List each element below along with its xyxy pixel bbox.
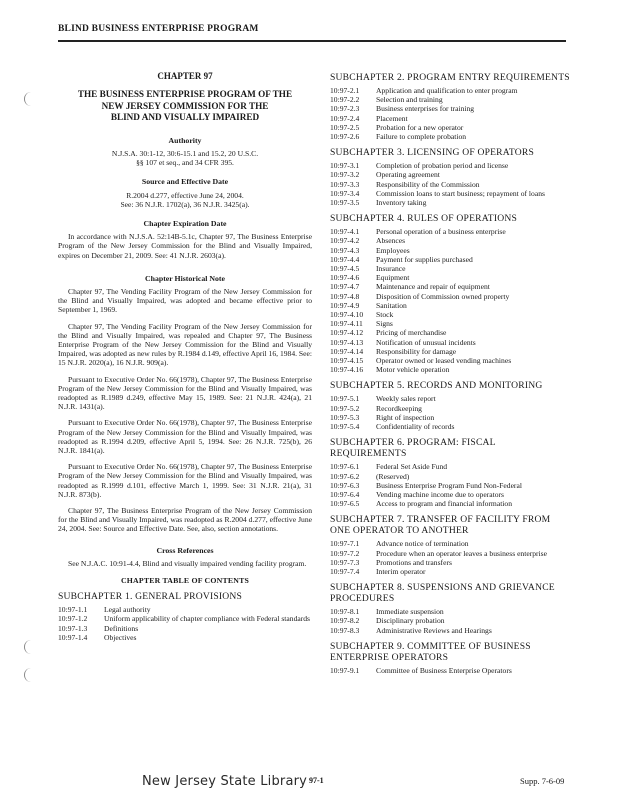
subchapter-title: SUBCHAPTER 4. RULES OF OPERATIONS [330,213,518,225]
toc-entry [330,356,570,365]
authority-text [58,149,312,167]
section-number: 10:97-5.1 [330,394,360,404]
section-number: 10:97-9.1 [330,665,360,675]
expiration-text: In accordance with N.J.S.A. 52:14B-5.1c, Chapter 97, The Business Enterprise Program of the New Jersey Commission for the Blind and Visually Impaired, expires on December 21, 2009. See: 41 N.J.R. 2603(a). [58,232,312,260]
toc-entry [330,328,570,337]
toc-entry [330,472,570,481]
toc-heading: CHAPTER TABLE OF CONTENTS [120,576,250,586]
section-title: Payment for supplies purchased [376,254,473,264]
section-number: 10:97-3.5 [330,198,360,208]
section-title: Operating agreement [376,170,440,180]
toc-entry [330,319,570,328]
source-heading: Source and Effective Date [141,177,229,187]
toc-entry [330,404,570,413]
section-number: 10:97-4.7 [330,282,360,292]
toc-entry [330,95,570,104]
section-number: 10:97-7.4 [330,566,360,576]
toc-entry [330,626,570,635]
chapter-title-line: NEW JERSEY COMMISSION FOR THE [101,100,269,111]
toc-entry [330,161,570,170]
chapter-title [58,89,312,124]
section-number: 10:97-2.3 [330,104,360,114]
cross-references-text: See N.J.A.C. 10:91-4.4, Blind and visually impaired vending facility program. [68,558,307,568]
source-text [58,191,312,209]
section-title: Personal operation of a business enterprise [376,227,506,237]
toc-entry [330,422,570,431]
toc-entry [330,246,570,255]
section-title: Administrative Reviews and Hearings [376,625,492,635]
section-number: 10:97-8.3 [330,625,360,635]
toc-entry [330,365,570,374]
library-watermark: New Jersey State Library [142,774,308,789]
section-title: Definitions [104,623,139,633]
section-title: Procedure when an operator leaves a business enterprise [376,548,548,558]
history-paragraph: Chapter 97, The Vending Facility Program of the New Jersey Commission for the Blind and Visually Impaired, was repealed and Chapter 97, The Business Enterprise Program of the New Jersey Commission for the Blind and Visually Impaired, was adopted as new rules by R.1984 d.149, effective April 16, 1984. See: 15 N.J.R. 2020(a), 16 N.J.R. 909(a). [58,321,312,368]
section-number: 10:97-7.1 [330,539,360,549]
section-title: Stock [376,310,394,320]
toc-entry [330,282,570,291]
section-title: Selection and training [376,95,443,105]
section-title: Access to program and financial information [376,499,513,509]
toc-entry [58,633,312,642]
toc-entry [330,114,570,123]
chapter-title-line: THE BUSINESS ENTERPRISE PROGRAM OF THE [77,89,293,100]
section-number: 10:97-7.2 [330,548,360,558]
section-title: Sanitation [376,300,407,310]
section-number: 10:97-4.11 [330,319,363,329]
section-title: Promotions and transfers [376,557,452,567]
section-number: 10:97-5.4 [330,422,360,432]
toc-entry [330,462,570,471]
section-number: 10:97-5.3 [330,412,360,422]
subchapter-title: SUBCHAPTER 9. COMMITTEE OF BUSINESS ENTERPRISE OPERATORS [330,640,531,663]
section-number: 10:97-8.1 [330,607,360,617]
section-title: Immediate suspension [376,607,444,617]
section-title: Completion of probation period and license [376,161,509,171]
toc-entry [330,180,570,189]
section-number: 10:97-2.6 [330,132,360,142]
source-line: See: 36 N.J.R. 1702(a), 36 N.J.R. 3425(a). [120,199,250,209]
section-title: Right of inspection [376,412,435,422]
section-title: Legal authority [104,605,151,615]
toc-entry [330,255,570,264]
toc-entry [330,236,570,245]
section-number: 10:97-2.1 [330,86,360,95]
section-number: 10:97-4.12 [330,328,364,338]
section-title: (Reserved) [376,471,410,481]
section-number: 10:97-4.2 [330,236,360,246]
section-title: Responsibility of the Commission [376,179,480,189]
subchapter-title: SUBCHAPTER 8. SUSPENSIONS AND GRIEVANCE PROCEDURES [330,582,555,605]
section-title: Application and qualification to enter program [376,86,518,95]
section-number: 10:97-4.13 [330,337,364,347]
toc-entry [330,499,570,508]
toc-entry [330,198,570,207]
supplement-date: Supp. 7-6-09 [520,776,565,786]
subchapter-title: SUBCHAPTER 6. PROGRAM: FISCAL REQUIREMENTS [330,437,496,460]
section-number: 10:97-6.3 [330,480,360,490]
history-paragraph: Chapter 97, The Vending Facility Program of the New Jersey Commission for the Blind and Visually Impaired, was adopted and became effective prior to September 1, 1969. [58,286,312,315]
margin-mark [24,668,41,682]
section-number: 10:97-4.16 [330,365,364,375]
source-line: R.2004 d.277, effective June 24, 2004. [126,190,244,200]
section-number: 10:97-1.1 [58,605,88,615]
toc-entry [330,292,570,301]
toc-entry [330,413,570,422]
section-number: 10:97-4.14 [330,346,364,356]
subchapter-title: SUBCHAPTER 5. RECORDS AND MONITORING [330,380,543,392]
cross-references-heading: Cross References [156,545,214,555]
authority-line: N.J.S.A. 30:1-12, 30:6-15.1 and 15.2, 20 U.S.C. [111,148,259,158]
section-number: 10:97-4.8 [330,291,360,301]
left-column [58,72,312,642]
section-number: 10:97-3.1 [330,161,360,171]
section-number: 10:97-7.3 [330,557,360,567]
section-title: Advance notice of termination [376,539,469,549]
authority-heading: Authority [168,135,202,145]
running-header: BLIND BUSINESS ENTERPRISE PROGRAM [58,24,259,34]
section-number: 10:97-2.2 [330,95,360,105]
page-number: 97-1 [309,776,324,785]
section-number: 10:97-4.1 [330,227,360,237]
authority-line: §§ 107 et seq., and 34 CFR 395. [136,158,234,168]
section-number: 10:97-3.4 [330,188,360,198]
toc-entry [330,347,570,356]
toc-entry [58,605,312,614]
toc-entry [330,338,570,347]
section-title: Business enterprises for training [376,104,475,114]
toc-entry [330,549,570,558]
expiration-heading: Chapter Expiration Date [143,218,227,228]
right-column [330,72,570,675]
section-title: Maintenance and repair of equipment [376,282,490,292]
toc-entry [330,132,570,141]
toc-entry [330,539,570,548]
toc-entry [330,567,570,576]
section-number: 10:97-6.5 [330,499,360,509]
toc-entry [330,86,570,95]
toc-entry [330,481,570,490]
section-title: Employees [376,245,410,255]
section-number: 10:97-2.5 [330,122,360,132]
toc-entry [330,310,570,319]
toc-entry [330,104,570,113]
section-number: 10:97-2.4 [330,113,360,123]
section-title: Business Enterprise Program Fund Non-Federal [376,480,522,490]
section-title: Operator owned or leased vending machines [376,356,512,366]
section-number: 10:97-4.15 [330,356,364,366]
toc-entry [330,227,570,236]
history-heading: Chapter Historical Note [145,273,225,283]
section-number: 10:97-6.1 [330,462,360,472]
history-paragraph: Pursuant to Executive Order No. 66(1978), Chapter 97, The Business Enterprise Program of the New Jersey Commission for the Blind and Visually Impaired, was readopted as R.1994 d.209, effective April 5, 1994. See: 26 N.J.R. 725(b), 26 N.J.R. 1841(a). [58,418,312,455]
toc-entry [330,394,570,403]
section-title: Objectives [104,632,137,642]
margin-mark [24,640,41,654]
section-title: Disciplinary probation [376,616,445,626]
margin-mark [24,92,41,106]
section-number: 10:97-1.2 [58,614,88,624]
toc-entry [330,123,570,132]
history-paragraph: Pursuant to Executive Order No. 66(1978), Chapter 97, The Business Enterprise Program of the New Jersey Commission for the Blind and Visually Impaired, was readopted as R.1989 d.249, effective May 15, 1989. See: 21 N.J.R. 424(a), 21 N.J.R. 1431(a). [58,374,312,412]
toc-entry [330,264,570,273]
section-number: 10:97-6.2 [330,471,360,481]
section-title: Signs [376,319,393,329]
section-title: Uniform applicability of chapter compliance with Federal standards [104,614,311,624]
toc-entry [58,614,312,623]
section-title: Placement [376,113,408,123]
section-number: 10:97-4.5 [330,264,360,274]
toc-entry [330,666,570,675]
subchapter-title: SUBCHAPTER 7. TRANSFER OF FACILITY FROM ONE OPERATOR TO ANOTHER [330,514,551,537]
section-title: Interim operator [376,566,426,576]
toc-entry [330,189,570,198]
section-title: Absences [376,236,406,246]
section-title: Federal Set Aside Fund [376,462,448,472]
history-paragraph: Pursuant to Executive Order No. 66(1978), Chapter 97, The Business Enterprise Program of the New Jersey Commission for the Blind and Visually Impaired, was readopted as R.1999 d.101, effective March 1, 1999. See: 31 N.J.R. 21(a), 31 N.J.R. 873(b). [58,462,312,499]
toc-entry [330,607,570,616]
section-number: 10:97-5.2 [330,403,360,413]
section-title: Equipment [376,273,410,283]
section-number: 10:97-6.4 [330,489,360,499]
subchapter-title: SUBCHAPTER 1. GENERAL PROVISIONS [58,591,243,603]
header-rule [58,40,566,42]
section-title: Commission loans to start business; repayment of loans [376,188,545,198]
section-number: 10:97-4.6 [330,273,360,283]
section-number: 10:97-1.4 [58,632,88,642]
subchapter-title: SUBCHAPTER 3. LICENSING OF OPERATORS [330,147,534,159]
section-number: 10:97-3.2 [330,170,360,180]
section-title: Committee of Business Enterprise Operators [376,665,512,675]
section-title: Motor vehicle operation [376,365,450,375]
toc-entry [330,558,570,567]
subchapter-title: SUBCHAPTER 2. PROGRAM ENTRY REQUIREMENTS [330,72,570,83]
section-title: Insurance [376,264,406,274]
section-number: 10:97-3.3 [330,179,360,189]
chapter-title-line: BLIND AND VISUALLY IMPAIRED [110,112,260,123]
section-title: Vending machine income due to operators [376,489,504,499]
toc-entry [58,624,312,633]
toc-entry [330,273,570,282]
section-number: 10:97-4.10 [330,310,364,320]
section-title: Notification of unusual incidents [376,337,476,347]
section-title: Weekly sales report [376,394,436,404]
section-title: Confidentiality of records [376,422,455,432]
section-number: 10:97-8.2 [330,616,360,626]
section-title: Inventory taking [376,198,427,208]
toc-entry [330,490,570,499]
section-number: 10:97-4.3 [330,245,360,255]
section-number: 10:97-1.3 [58,623,88,633]
toc-entry [330,301,570,310]
section-number: 10:97-4.9 [330,300,360,310]
section-number: 10:97-4.4 [330,254,360,264]
section-title: Probation for a new operator [376,122,464,132]
section-title: Failure to complete probation [376,132,467,142]
section-title: Disposition of Commission owned property [376,291,510,301]
toc-entry [330,616,570,625]
toc-entry [330,170,570,179]
history-paragraph: Chapter 97, The Business Enterprise Program of the New Jersey Commission for the Blind and Visually Impaired, was readopted as R.2004 d.277, effective June 24, 2004. See: Source and Effective Date. See, also, section annotations. [58,506,312,534]
chapter-number: CHAPTER 97 [157,71,213,81]
section-title: Responsibility for damage [376,346,457,356]
section-title: Pricing of merchandise [376,328,447,338]
section-title: Recordkeeping [376,403,422,413]
